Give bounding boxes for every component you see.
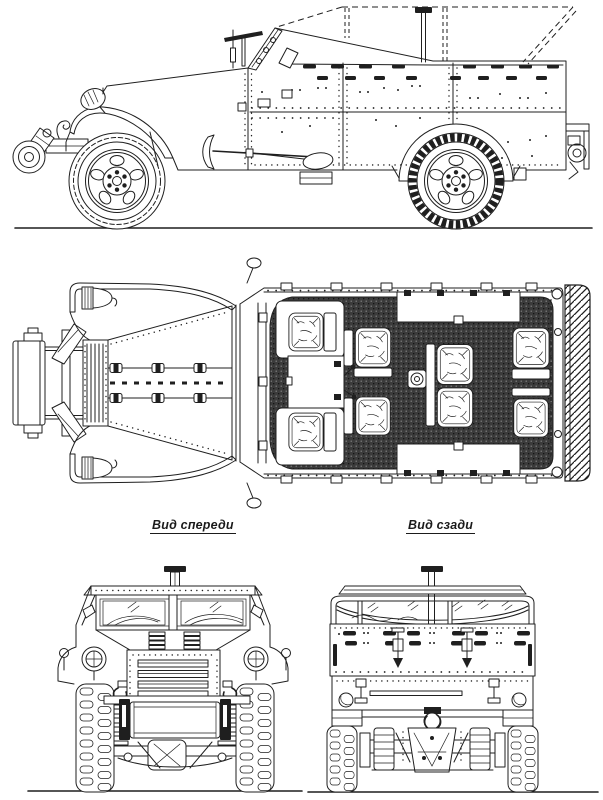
side-view-drawing: [13, 7, 592, 229]
top-view-drawing: [13, 258, 590, 508]
front-view-caption: Вид спереди: [152, 518, 234, 532]
rear-view-drawing: [308, 566, 598, 792]
rear-view-caption: Вид сзади: [408, 518, 474, 532]
front-view-drawing: [28, 566, 302, 792]
